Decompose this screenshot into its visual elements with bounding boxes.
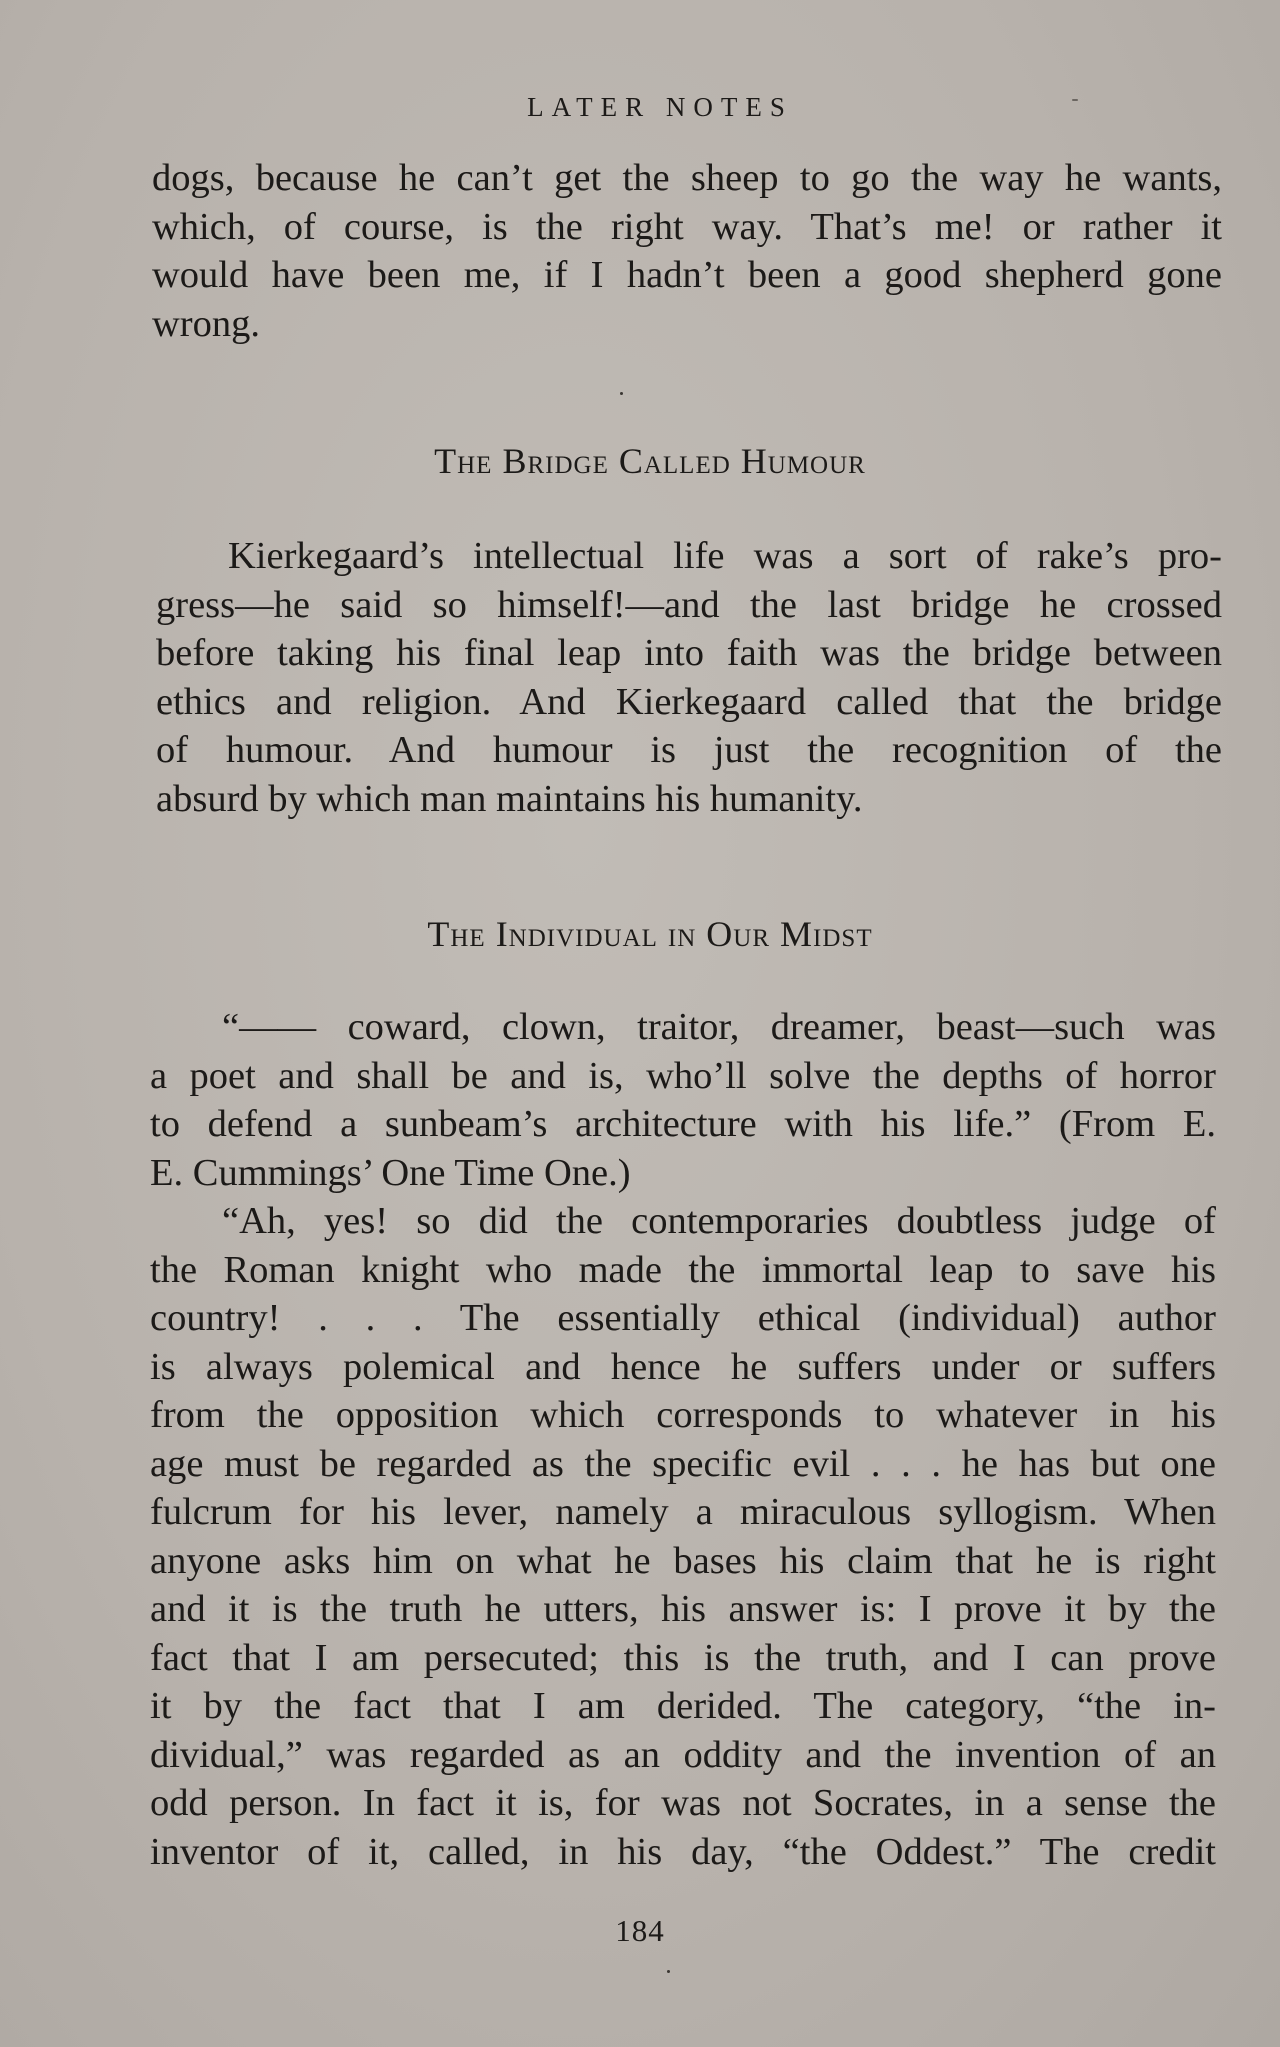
text-line: E. Cummings’ One Time One.) (150, 1151, 631, 1194)
text-line: fact that I am persecuted; this is the truth, and I can prove (150, 1636, 1216, 1679)
text-line: country! . . . The essentially ethical (individual) author (150, 1297, 1216, 1339)
text-line: anyone asks him on what he bases his claim that he is right (150, 1539, 1216, 1582)
text-line: and it is the truth he utters, his answer is: I prove it by the (150, 1588, 1216, 1630)
section-heading-bridge: The Bridge Called Humour (434, 441, 866, 481)
text-line: from the opposition which corresponds to whatever in his (150, 1394, 1216, 1436)
paragraph-individual (150, 1003, 1216, 1876)
paper-speck (1072, 99, 1078, 101)
text-line: the Roman knight who made the immortal leap to save his (150, 1248, 1216, 1291)
text-line: of humour. And humour is just the recognition of the (156, 729, 1222, 771)
text-line: absurd by which man maintains his humanity. (156, 777, 863, 820)
intro-paragraph (152, 154, 1222, 348)
text-line: age must be regarded as the specific evil . . . he has but one (150, 1442, 1216, 1485)
text-line: odd person. In fact it is, for was not Socrates, in a sense the (150, 1782, 1216, 1824)
text-line: before taking his final leap into faith was the bridge between (156, 632, 1222, 674)
paragraph-bridge (156, 532, 1222, 823)
running-head: LATER NOTES (527, 92, 793, 122)
text-line: a poet and shall be and is, who’ll solve the depths of horror (150, 1054, 1216, 1097)
section-heading-individual: The Individual in Our Midst (427, 914, 873, 954)
text-line: wrong. (152, 302, 260, 345)
text-line: is always polemical and hence he suffers under or suffers (150, 1345, 1216, 1388)
paper-speck (667, 1970, 670, 1973)
text-line: inventor of it, called, in his day, “the Oddest.” The credit (150, 1830, 1216, 1873)
text-line: gress—he said so himself!—and the last bridge he crossed (156, 583, 1222, 626)
text-line: would have been me, if I hadn’t been a good shepherd gone (152, 254, 1222, 296)
text-line: it by the fact that I am derided. The category, “the in- (150, 1685, 1216, 1727)
text-line: fulcrum for his lever, namely a miraculous syllogism. When (150, 1491, 1216, 1533)
text-line: ethics and religion. And Kierkegaard called that the bridge (156, 680, 1222, 723)
text-line: Kierkegaard’s intellectual life was a sort of rake’s pro- (228, 535, 1222, 577)
text-line: dividual,” was regarded as an oddity and the invention of an (150, 1733, 1216, 1776)
text-line: to defend a sunbeam’s architecture with his life.” (From E. (150, 1103, 1216, 1145)
text-line: “—— coward, clown, traitor, dreamer, beast—such was (222, 1006, 1216, 1048)
text-line: which, of course, is the right way. That’s me! or rather it (152, 205, 1222, 248)
page-number: 184 (615, 1913, 665, 1948)
paper-speck (620, 392, 623, 395)
text-line: dogs, because he can’t get the sheep to go the way he wants, (152, 157, 1222, 199)
text-line: “Ah, yes! so did the contemporaries doubtless judge of (222, 1200, 1216, 1242)
